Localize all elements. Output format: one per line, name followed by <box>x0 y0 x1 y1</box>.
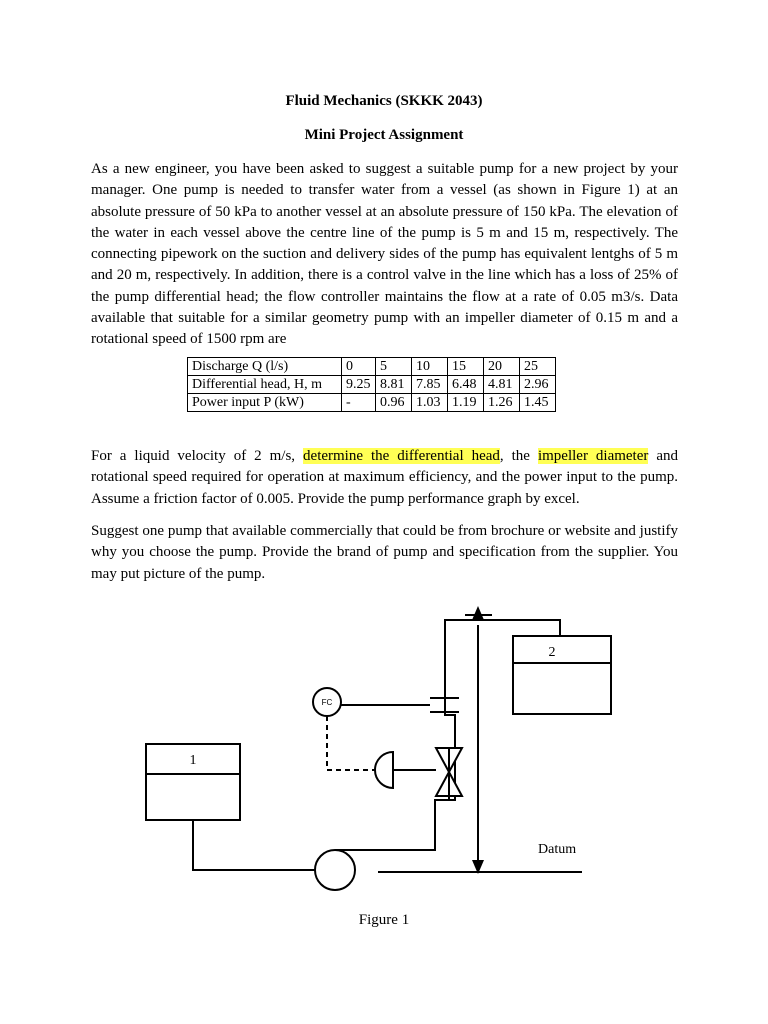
vessel-2 <box>513 636 611 714</box>
suction-pipe <box>193 820 315 870</box>
row-label: Differential head, H, m <box>188 376 342 394</box>
suggest-paragraph: Suggest one pump that available commercially that could be from brochure or website and justify why you choose the pump. Provide the brand of pump and specification from the supplier. You may put picture of the pump. <box>91 523 678 582</box>
intro-paragraph: As a new engineer, you have been asked to suggest a suitable pump for a new project by your manager. One pump is needed to transfer water from a vessel (as shown in Figure 1) at an absolute pressure of 50 kPa to another vessel at an absolute pressure of 150 kPa. The elevation of the water in each vessel above the centre line of the pump is 5 m and 15 m, respectively. The connecting pipework on the suction and delivery sides of the pump has equivalent lentghs of 5 m and 20 m, respectively. In addition, there is a control valve in the line which has a loss of 25% of the pump differential head; the flow controller maintains the flow at a rate of 0.05 m3/s. Data available that suitable for a similar geometry pump with an impeller diameter of 0.15 m and a rotational speed of 1500 rpm are <box>91 161 678 348</box>
flow-controller-label: FC <box>321 698 333 707</box>
table-cell: 2.96 <box>520 376 556 394</box>
table-cell: 25 <box>520 358 556 376</box>
table-cell: 6.48 <box>448 376 484 394</box>
table-cell: 0.96 <box>376 394 412 412</box>
table-cell: 8.81 <box>376 376 412 394</box>
task-text: , the <box>499 448 538 464</box>
document-title: Fluid Mechanics (SKKK 2043) <box>285 93 483 109</box>
table-cell: 10 <box>412 358 448 376</box>
table-cell: - <box>342 394 376 412</box>
table-cell: 1.26 <box>484 394 520 412</box>
table-cell: 15 <box>448 358 484 376</box>
vessel-1-label: 1 <box>189 753 197 768</box>
valve-actuator-icon <box>375 752 393 788</box>
highlight-differential-head: determine the differential head <box>303 448 500 464</box>
table-cell: 1.03 <box>412 394 448 412</box>
document-subtitle: Mini Project Assignment <box>304 127 464 143</box>
table-cell: 0 <box>342 358 376 376</box>
control-signal-line <box>327 716 375 770</box>
table-cell: 7.85 <box>412 376 448 394</box>
task-text: and rotational speed required for operation at maximum efficiency, and the power input to the pump. Assume a friction factor of 0.005. Provide the pump performance graph by excel. <box>91 448 679 507</box>
table-cell: 20 <box>484 358 520 376</box>
vessel-2-label: 2 <box>548 645 556 660</box>
table-cell: 9.25 <box>342 376 376 394</box>
table-cell: 1.45 <box>520 394 556 412</box>
table-cell: 5 <box>376 358 412 376</box>
task-text: For a liquid velocity of 2 m/s, <box>91 448 304 464</box>
row-label: Power input P (kW) <box>188 394 342 412</box>
figure-caption: Figure 1 <box>358 912 410 928</box>
highlight-impeller-diameter: impeller diameter <box>537 448 649 464</box>
arrow-up-icon <box>472 606 484 620</box>
table-cell: 4.81 <box>484 376 520 394</box>
pump-icon <box>315 850 355 890</box>
datum-label: Datum <box>538 842 577 857</box>
table-cell: 1.19 <box>448 394 484 412</box>
row-label: Discharge Q (l/s) <box>188 358 342 376</box>
